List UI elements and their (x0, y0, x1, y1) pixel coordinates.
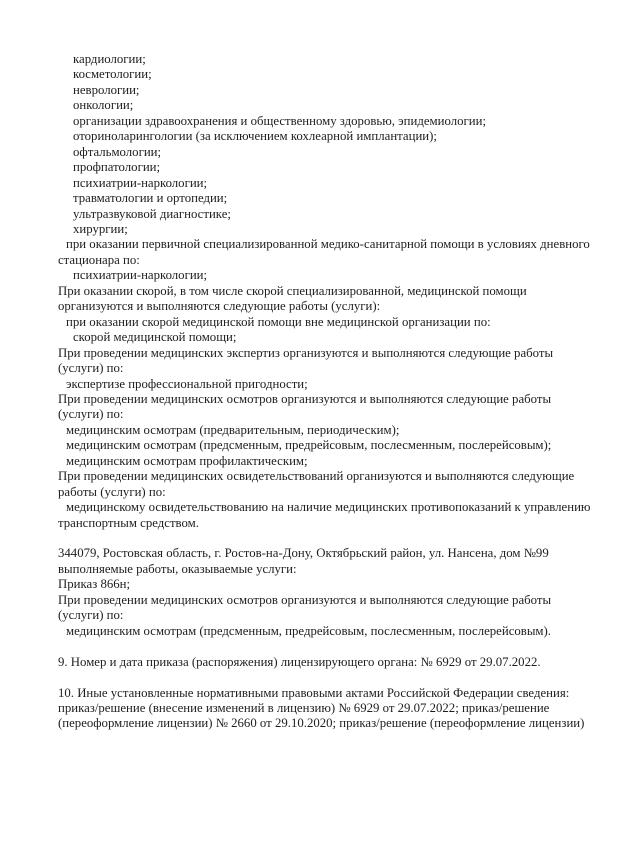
blank-line (58, 670, 614, 685)
document-text-block (58, 52, 614, 732)
text-line: стационара по: (58, 252, 140, 267)
address-line: 344079, Ростовская область, г. Ростов-на-Дону, Октябрьский район, ул. Нансена, дом №99 (58, 546, 549, 561)
text-line: косметологии; (73, 67, 152, 82)
text-line: оториноларингологии (за исключением кохлеарной имплантации); (73, 129, 437, 144)
item-9-line: 9. Номер и дата приказа (распоряжения) лицензирующего органа: № 6929 от 29.07.2022. (58, 654, 541, 669)
text-line: При проведении медицинских осмотров организуются и выполняются следующие работы (58, 391, 552, 406)
blank-line (58, 531, 614, 546)
text-line: психиатрии-наркологии; (73, 175, 208, 190)
text-line: травматологии и ортопедии; (73, 191, 228, 206)
order-866n-line: Приказ 866н; (58, 577, 131, 592)
text-line: (переоформление лицензии) № 2660 от 29.10.2020; приказ/решение (переоформление лицензии) (58, 716, 585, 731)
text-line: хирургии; (73, 221, 128, 236)
text-line: неврологии; (73, 82, 140, 97)
item-10-line: 10. Иные установленные нормативными правовыми актами Российской Федерации сведения: (58, 685, 570, 700)
blank-line (58, 639, 614, 654)
text-line: приказ/решение (внесение изменений в лицензию) № 6929 от 29.07.2022; приказ/решение (58, 700, 550, 715)
text-line: медицинскому освидетельствованию на наличие медицинских противопоказаний к управлению (66, 500, 591, 515)
text-line: скорой медицинской помощи; (73, 330, 237, 345)
text-line: работы (услуги) по: (58, 484, 166, 499)
text-line: При оказании скорой, в том числе скорой специализированной, медицинской помощи (58, 283, 527, 298)
works-services-line: выполняемые работы, оказываемые услуги: (58, 561, 297, 576)
text-line: (услуги) по: (58, 361, 124, 376)
text-line: (услуги) по: (58, 608, 124, 623)
text-line: медицинским осмотрам профилактическим; (66, 453, 308, 468)
text-line: профпатологии; (73, 160, 161, 175)
text-line: медицинским осмотрам (предварительным, периодическим); (66, 422, 400, 437)
text-line: транспортным средством. (58, 515, 199, 530)
text-line: офтальмологии; (73, 144, 162, 159)
text-line: при оказании скорой медицинской помощи вне медицинской организации по: (66, 314, 491, 329)
text-line: При проведении медицинских осмотров организуются и выполняются следующие работы (58, 592, 552, 607)
text-line: (услуги) по: (58, 407, 124, 422)
text-line: организации здравоохранения и общественному здоровью, эпидемиологии; (73, 113, 487, 128)
text-line: онкологии; (73, 98, 134, 113)
text-line: психиатрии-наркологии; (73, 268, 208, 283)
text-line: При проведении медицинских освидетельствований организуются и выполняются следующие (58, 469, 575, 484)
text-line: кардиологии; (73, 52, 146, 66)
text-line: медицинским осмотрам (предсменным, предрейсовым, послесменным, послерейсовым); (66, 438, 552, 453)
text-line: экспертизе профессиональной пригодности; (66, 376, 308, 391)
text-line: при оказании первичной специализированной медико-санитарной помощи в условиях дневного (66, 237, 590, 252)
text-line: медицинским осмотрам (предсменным, предрейсовым, послесменным, послерейсовым). (66, 623, 551, 638)
text-line: ультразвуковой диагностике; (73, 206, 231, 221)
text-line: При проведении медицинских экспертиз организуются и выполняются следующие работы (58, 345, 554, 360)
text-line: организуются и выполняются следующие работы (услуги): (58, 299, 381, 314)
